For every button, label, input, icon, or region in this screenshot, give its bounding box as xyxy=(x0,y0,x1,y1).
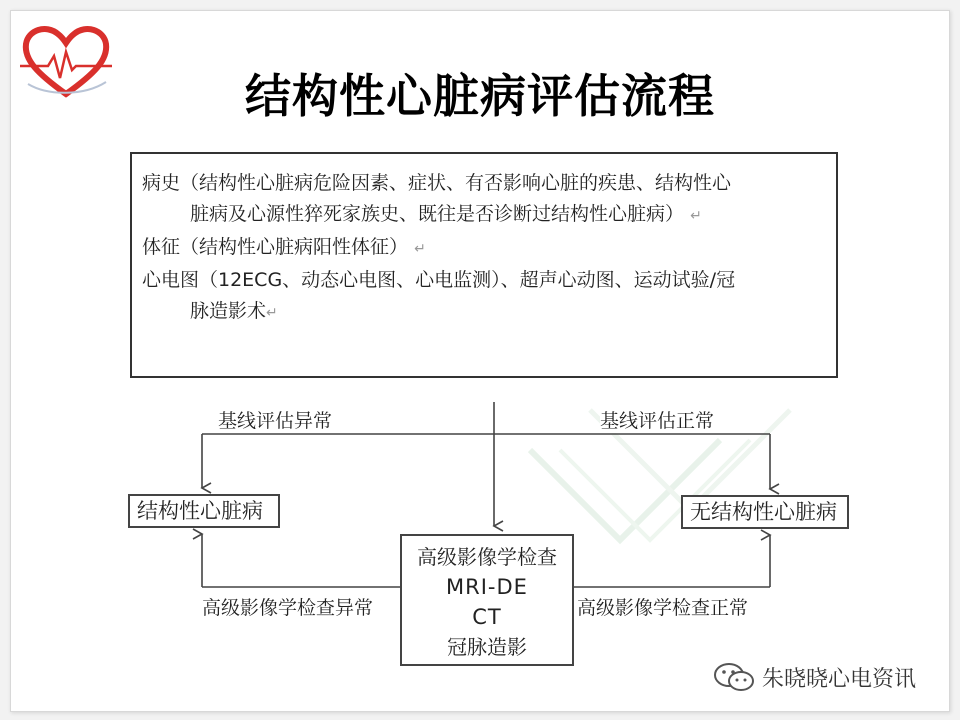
label-imaging-abnormal: 高级影像学检查异常 xyxy=(202,593,373,620)
imaging-mri: MRI-DE xyxy=(446,575,528,599)
paragraph-mark-icon: ↵ xyxy=(690,208,702,224)
imaging-title: 高级影像学检查 xyxy=(417,545,557,569)
label-imaging-normal: 高级影像学检查正常 xyxy=(577,593,748,620)
node-advanced-imaging xyxy=(400,534,574,666)
paragraph-mark-icon: ↵ xyxy=(414,241,426,257)
imaging-angiography: 冠脉造影 xyxy=(447,635,527,659)
criteria-history-line-2: 脏病及心源性猝死家族史、既往是否诊断过结构性心脏病） ↵ xyxy=(190,203,702,225)
label-baseline-normal: 基线评估正常 xyxy=(600,406,714,433)
wechat-icon xyxy=(712,662,756,692)
page-title: 结构性心脏病评估流程 xyxy=(245,69,715,123)
watermark xyxy=(712,662,936,692)
imaging-ct: CT xyxy=(472,605,502,629)
label-baseline-abnormal: 基线评估异常 xyxy=(218,406,332,433)
node-structural-heart-disease: 结构性心脏病 xyxy=(128,494,280,528)
paragraph-mark-icon: ↵ xyxy=(266,305,278,321)
criteria-tests-line-2: 脉造影术↵ xyxy=(190,300,278,322)
watermark-text: 朱晓晓心电资讯 xyxy=(762,667,917,692)
criteria-history-line-1: 病史（结构性心脏病危险因素、症状、有否影响心脏的疾患、结构性心 xyxy=(142,172,732,194)
node-no-structural-heart-disease: 无结构性心脏病 xyxy=(681,495,849,529)
criteria-tests-line-1: 心电图（12ECG、动态心电图、心电监测）、超声心动图、运动试验/冠 xyxy=(142,269,736,291)
criteria-signs-line: 体征（结构性心脏病阳性体征） ↵ xyxy=(142,236,426,258)
